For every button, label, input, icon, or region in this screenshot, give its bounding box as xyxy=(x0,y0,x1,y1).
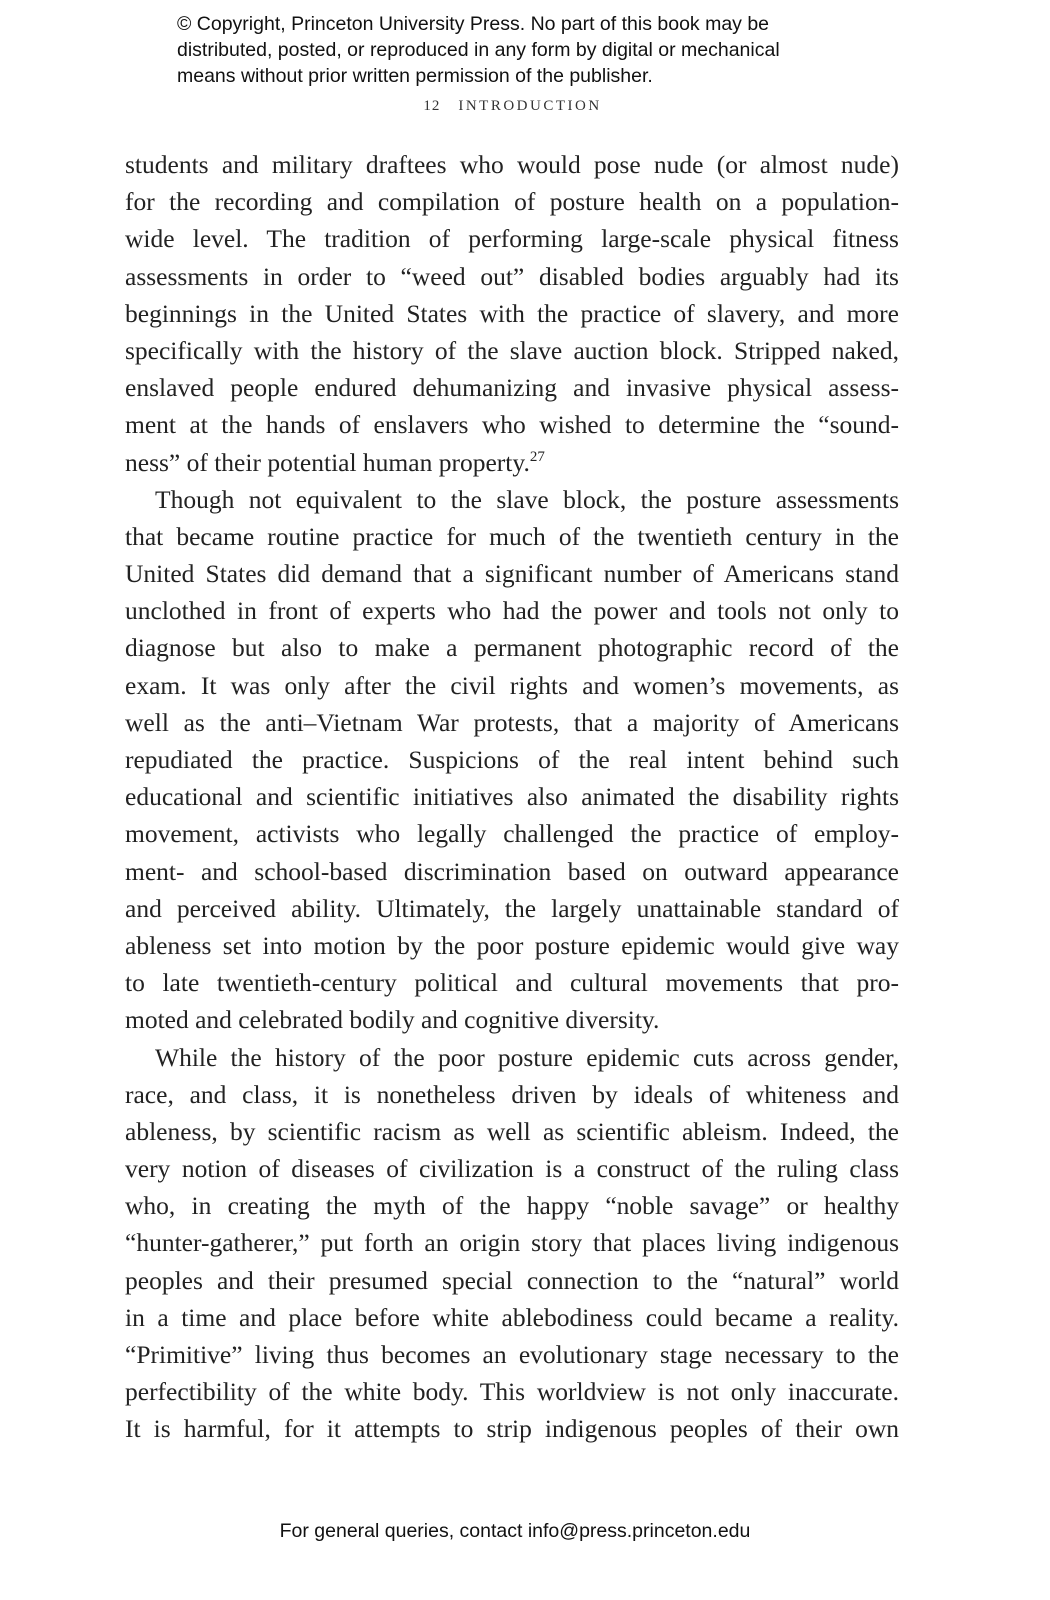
text-line xyxy=(125,704,899,741)
text-line xyxy=(125,258,899,295)
text-line xyxy=(125,295,899,332)
text-line-content: ment- and school-based discrimination based on outward appearance xyxy=(125,856,899,886)
text-line-content: Though not equivalent to the slave block, the posture assessments xyxy=(155,484,899,514)
text-line xyxy=(125,778,899,815)
text-line xyxy=(125,1262,899,1299)
running-head xyxy=(0,98,1025,115)
text-line-content: While the history of the poor posture epidemic cuts across gender, xyxy=(155,1042,899,1072)
copyright-line: means without prior written permission of the publisher. xyxy=(177,65,653,87)
text-line-content: to late twentieth-century political and cultural movements that pro- xyxy=(125,968,899,998)
text-line-content: exam. It was only after the civil rights and women’s movements, as xyxy=(125,670,899,700)
text-line-content: ment at the hands of enslavers who wished to determine the “sound- xyxy=(125,410,899,440)
text-line-content: wide level. The tradition of performing large-scale physical fitness xyxy=(125,224,899,254)
text-line-content: It is harmful, for it attempts to strip indigenous peoples of their own xyxy=(125,1414,899,1444)
text-line-content: moted and celebrated bodily and cognitive diversity. xyxy=(125,1005,660,1035)
text-line xyxy=(125,1150,899,1187)
text-line-content: diagnose but also to make a permanent photographic record of the xyxy=(125,633,899,663)
text-line-content: race, and class, it is nonetheless driven by ideals of whiteness and xyxy=(125,1079,899,1109)
text-line xyxy=(125,555,899,592)
text-line xyxy=(125,369,899,406)
copyright-line: © Copyright, Princeton University Press. No part of this book may be xyxy=(177,13,770,35)
chapter-title: INTRODUCTION xyxy=(458,98,602,114)
text-line xyxy=(125,964,899,1001)
text-line-content: “Primitive” living thus becomes an evolutionary stage necessary to the xyxy=(125,1340,899,1369)
text-line xyxy=(125,406,899,443)
text-line xyxy=(125,1187,899,1224)
text-line-content: repudiated the practice. Suspicions of the real intent behind such xyxy=(125,745,899,774)
text-line xyxy=(125,444,899,481)
text-line-content: very notion of diseases of civilization is a construct of the ruling class xyxy=(125,1154,899,1184)
text-line-content: movement, activists who legally challenged the practice of employ- xyxy=(125,819,899,849)
text-line xyxy=(125,927,899,964)
text-line xyxy=(125,220,899,257)
text-line xyxy=(125,146,899,183)
text-line xyxy=(125,890,899,927)
text-line-content: that became routine practice for much of the twentieth century in the xyxy=(125,521,899,551)
text-line xyxy=(125,592,899,629)
text-line-content: in a time and place before white ablebodiness could became a reality. xyxy=(125,1302,899,1332)
text-line-content: ness” of their potential human property. xyxy=(125,447,530,477)
text-line xyxy=(125,1113,899,1150)
page-number: 12 xyxy=(423,98,441,114)
footnote-reference[interactable]: 27 xyxy=(529,448,545,465)
text-line-content: well as the anti–Vietnam War protests, that a majority of Americans xyxy=(125,707,899,737)
text-line-content: perfectibility of the white body. This worldview is not only inaccurate. xyxy=(125,1377,899,1407)
text-line xyxy=(125,1224,899,1261)
text-line xyxy=(125,1076,899,1113)
text-line xyxy=(125,741,899,778)
text-line xyxy=(125,853,899,890)
text-line-content: for the recording and compilation of posture health on a population- xyxy=(125,187,899,217)
text-line xyxy=(125,1336,899,1373)
footer-contact: For general queries, contact info@press.princeton.edu xyxy=(279,1520,751,1542)
text-line-content: ableness, by scientific racism as well as scientific ableism. Indeed, the xyxy=(125,1116,899,1146)
text-line-content: who, in creating the myth of the happy “noble savage” or healthy xyxy=(125,1191,899,1221)
text-line-content: and perceived ability. Ultimately, the largely unattainable standard of xyxy=(125,893,899,923)
text-line-content: specifically with the history of the slave auction block. Stripped naked, xyxy=(125,335,899,365)
text-line xyxy=(125,1299,899,1336)
text-line-content: ableness set into motion by the poor posture epidemic would give way xyxy=(125,930,899,960)
text-line xyxy=(125,667,899,704)
text-line-content: beginnings in the United States with the practice of slavery, and more xyxy=(125,298,899,328)
text-line xyxy=(125,332,899,369)
copyright-notice xyxy=(177,11,897,89)
text-line-content: enslaved people endured dehumanizing and invasive physical assess- xyxy=(125,373,899,403)
text-line xyxy=(125,183,899,220)
body-text xyxy=(125,146,899,1448)
text-line xyxy=(125,1001,899,1038)
text-line-content: peoples and their presumed special connection to the “natural” world xyxy=(125,1265,899,1295)
text-line-content: United States did demand that a significant number of Americans stand xyxy=(125,559,899,589)
text-line xyxy=(125,1373,899,1410)
text-line-content: educational and scientific initiatives also animated the disability rights xyxy=(125,782,899,812)
text-line xyxy=(125,629,899,666)
text-line-content: “hunter-gatherer,” put forth an origin story that places living indigenous xyxy=(125,1228,899,1258)
text-line xyxy=(125,481,899,518)
text-line-content: unclothed in front of experts who had the power and tools not only to xyxy=(125,596,899,626)
text-line-content: assessments in order to “weed out” disabled bodies arguably had its xyxy=(125,261,899,291)
copyright-line: distributed, posted, or reproduced in any form by digital or mechanical xyxy=(177,39,780,61)
text-line-content: students and military draftees who would pose nude (or almost nude) xyxy=(125,150,899,179)
text-line xyxy=(125,815,899,852)
text-line xyxy=(125,1039,899,1076)
text-line xyxy=(125,1410,899,1447)
text-line xyxy=(125,518,899,555)
